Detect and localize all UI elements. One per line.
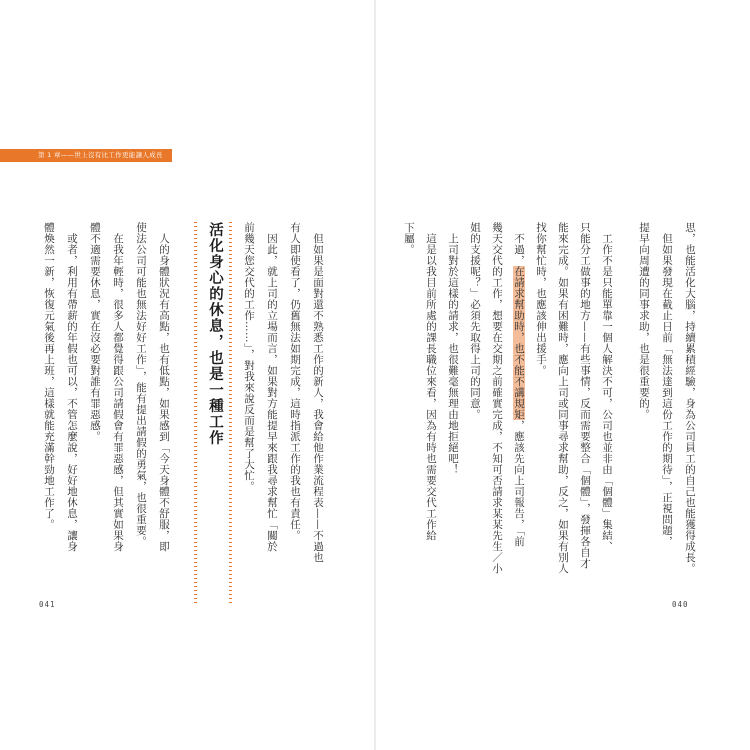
right-col-8 <box>513 222 525 602</box>
right-col-8-post: ，應該先向上司報告，「前 <box>513 420 525 547</box>
chapter-banner <box>0 149 172 162</box>
right-col-11: 上司對於這樣的請求，也很難毫無理由地拒絕吧！ <box>447 222 459 475</box>
right-col-13: 下屬。 <box>403 222 415 255</box>
right-col-1: 但如果發現在截止日前「無法達到這份工作的期待」，正視問題， <box>661 222 673 547</box>
right-col-4: 工作不是只能單靠一個人解決不可，公司也並非由「個體」集結、 <box>601 222 613 552</box>
highlighted-phrase: 在請求幫助時，也不能不講規矩 <box>513 266 525 420</box>
heading-rule-right <box>229 222 232 604</box>
heading-rule-left <box>194 222 197 604</box>
left-col-top-2: 因此，就上司的立場而言，如果對方能提早來跟我尋求幫忙「關於 <box>266 222 278 552</box>
right-col-5: 只能分工做事的地方——有些事情，反而需要整合「個體」，發揮各自才 <box>579 222 591 569</box>
right-col-0: 思，也能活化大腦，持續累積經驗，身為公司員工的自己也能獲得成長。 <box>684 222 696 574</box>
left-col-bottom-5: 體煥然一新，恢復元氣後再上班，這樣就能充滿幹勁地工作了。 <box>43 222 55 530</box>
left-col-bottom-2: 在我年輕時，很多人都覺得跟公司請假會有罪惡感，但其實如果身 <box>112 222 124 552</box>
left-col-bottom-4: 或者，利用有帶薪的年假也可以，不管怎麼說，好好地休息，讓身 <box>66 222 78 552</box>
right-col-10: 姐的支援呢？」必須先取得上司的同意。 <box>469 222 481 420</box>
left-col-top-1: 有人即使看了，仍舊無法如期完成，這時指派工作的我也有責任。 <box>289 222 301 541</box>
chapter-banner-text: 第 1 章——世上沒有比工作更能讓人成長 <box>38 151 163 159</box>
right-col-8-pre: 不過， <box>513 222 525 266</box>
page-number-left: 041 <box>39 600 56 609</box>
right-col-7: 找你幫忙時，也應該伸出援手。 <box>535 222 547 376</box>
left-col-bottom-1: 使法公司可能也無法好好工作」，能有提出請假的勇氣，也很重要。 <box>135 222 147 547</box>
right-page <box>375 0 750 750</box>
left-col-bottom-0: 人的身體狀況有高點，也有低點，如果感到「今天身體不舒服，即 <box>158 222 170 552</box>
right-col-12: 這是以我目前所處的課長職位來看，因為有時也需要交代工作給 <box>425 222 437 541</box>
right-col-2: 提早向周遭的同事求助，也是很重要的。 <box>638 222 650 420</box>
page-number-right: 040 <box>672 600 689 609</box>
left-col-top-3: 前幾天您交代的工作……」，對我來說反而是幫了大忙。 <box>243 222 255 492</box>
right-col-9: 幾天交代的工作，想要在交期之前確實完成，不知可否請求某某先生／小 <box>491 222 503 574</box>
right-col-6: 能來完成。如果有困難時，應向上司或同事尋求幫助，反之，如果有別人 <box>557 222 569 574</box>
section-heading: 活化身心的休息，也是一種工作 <box>207 222 223 446</box>
left-col-top-0: 但如果是面對還不熟悉工作的新人，我會給他作業流程表——不過也 <box>312 222 324 563</box>
left-col-bottom-3: 體不適需要休息，實在沒必要對誰有罪惡感。 <box>89 222 101 442</box>
